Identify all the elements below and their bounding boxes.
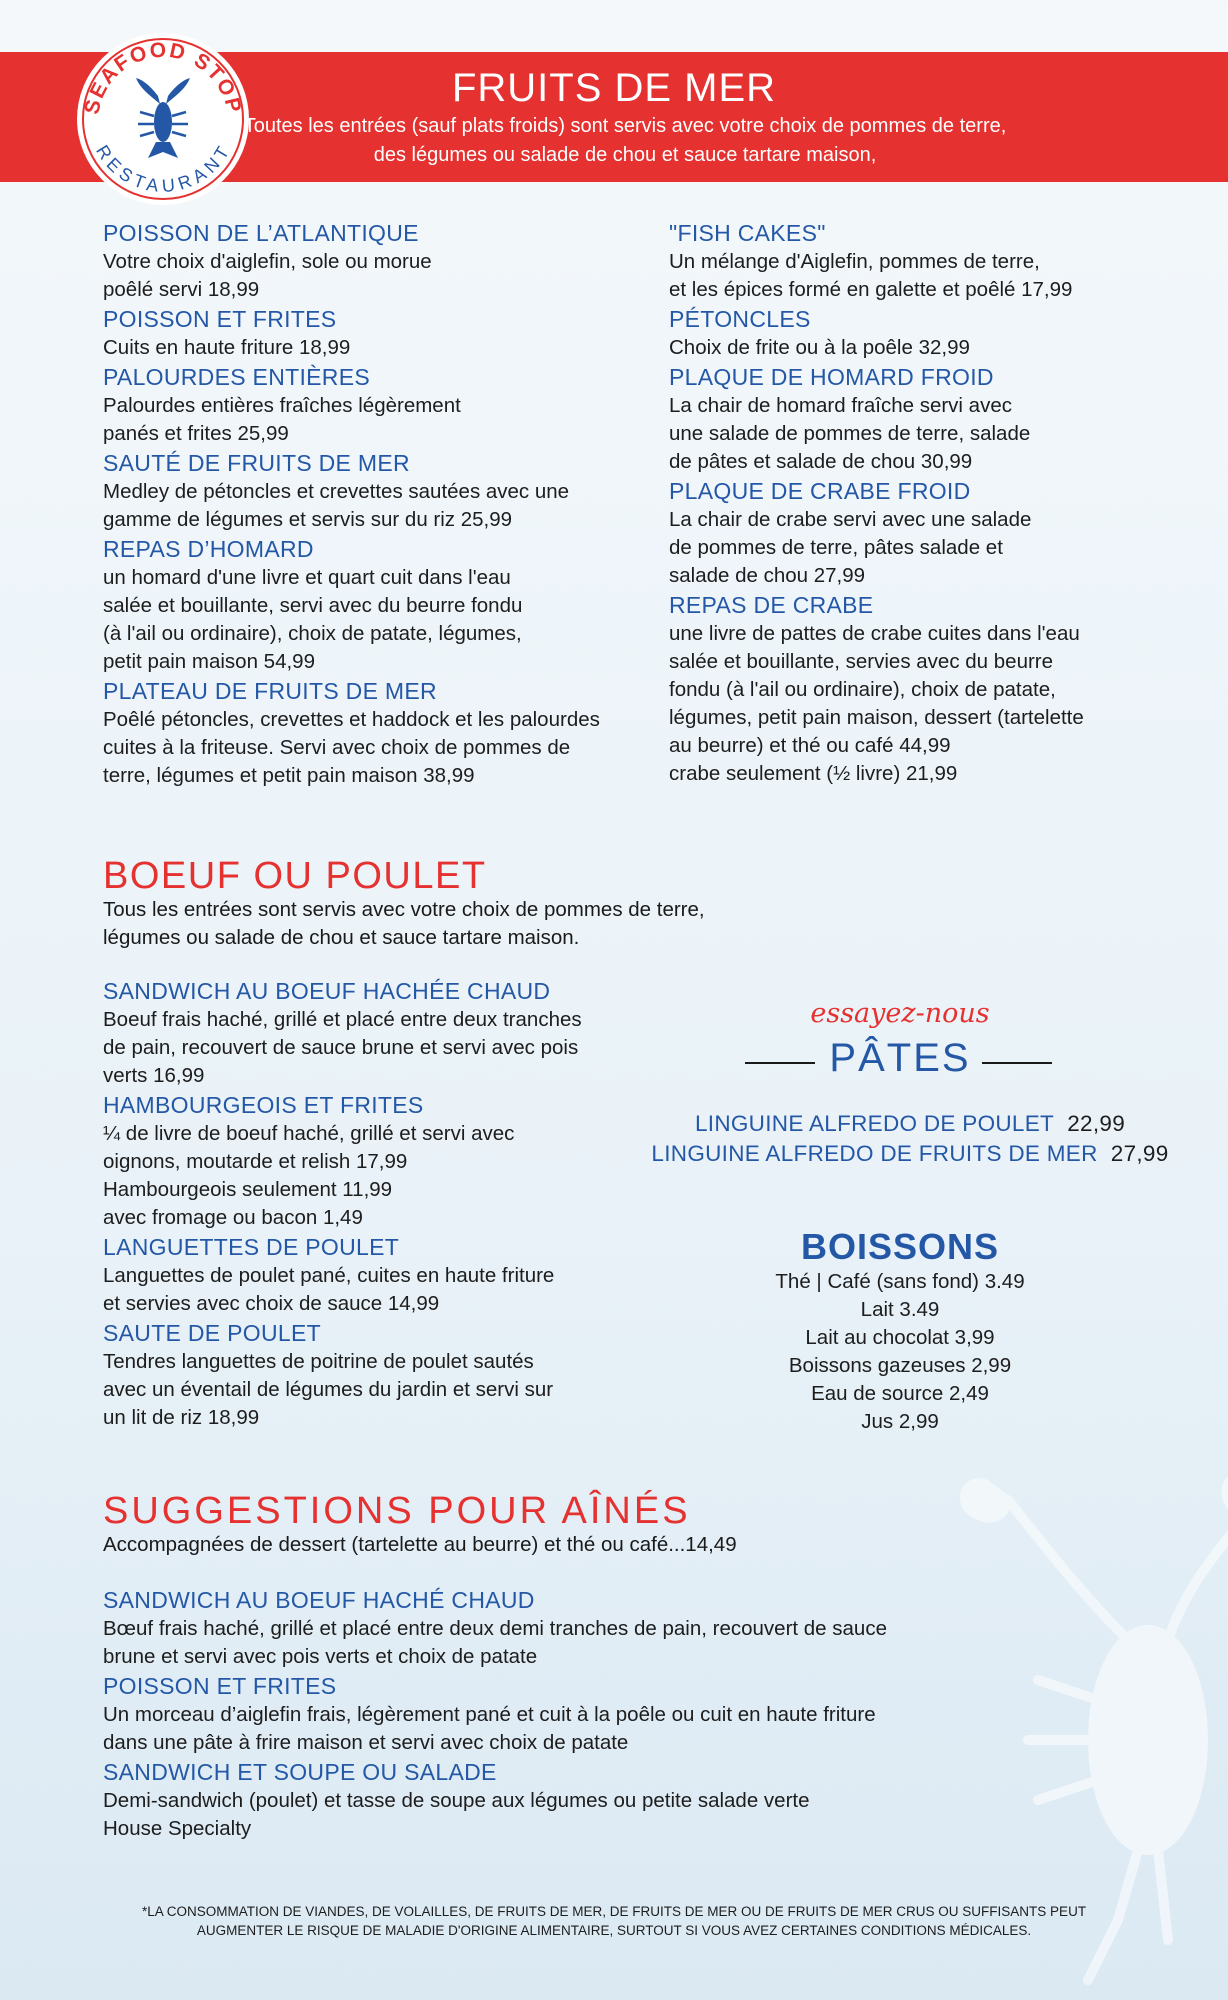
item-desc: House Specialty (103, 1817, 252, 1840)
item-desc: terre, légumes et petit pain maison 38,99 (103, 764, 475, 787)
item-desc: verts 16,99 (103, 1064, 205, 1087)
drink-item: Thé | Café (sans fond) 3.49 (775, 1270, 1025, 1293)
item-name: REPAS D’HOMARD (103, 536, 314, 562)
beef-intro-line: légumes ou salade de chou et sauce tartare maison. (103, 926, 580, 949)
item-desc: salée et bouillante, servi avec du beurre fondu (103, 594, 523, 617)
drink-item: Boissons gazeuses 2,99 (788, 1354, 1012, 1377)
drink-item: Jus 2,99 (861, 1410, 939, 1433)
menu-item (103, 676, 643, 790)
item-desc: La chair de crabe servi avec une salade (669, 508, 1032, 531)
item-desc: et servies avec choix de sauce 14,99 (103, 1292, 440, 1315)
item-name: SANDWICH AU BOEUF HACHÉ CHAUD (103, 1587, 535, 1613)
item-desc: cuites à la friteuse. Servi avec choix de pommes de (103, 736, 571, 759)
item-name: POISSON ET FRITES (103, 1673, 337, 1699)
item-name: POISSON ET FRITES (103, 306, 337, 332)
menu-item (103, 1671, 1003, 1757)
item-name: PLAQUE DE CRABE FROID (669, 478, 971, 504)
section-title-seafood: FRUITS DE MER (451, 66, 777, 110)
item-name: REPAS DE CRABE (669, 592, 874, 618)
item-desc: avec un éventail de légumes du jardin et servi sur (103, 1378, 554, 1401)
menu-item (103, 1757, 1003, 1843)
item-desc: brune et servi avec pois verts et choix de patate (103, 1645, 538, 1668)
drinks-list (720, 1268, 1080, 1436)
item-desc: petit pain maison 54,99 (103, 650, 315, 673)
item-price: 27,99 (1110, 1141, 1169, 1166)
beef-column (103, 976, 663, 1432)
item-name: POISSON DE L’ATLANTIQUE (103, 220, 419, 246)
item-price: 22,99 (1067, 1111, 1126, 1136)
disclaimer-line: *LA CONSOMMATION DE VIANDES, DE VOLAILLES, DE FRUITS DE MER, DE FRUITS DE MER OU DE FRUITS DE MER CRUS OU SUFFISANTS PEUT (141, 1904, 1087, 1919)
menu-item (103, 304, 643, 362)
menu-item (103, 1090, 663, 1232)
item-desc: crabe seulement (½ livre) 21,99 (669, 762, 958, 785)
item-desc: Languettes de poulet pané, cuites en haute friture (103, 1264, 555, 1287)
item-name: LANGUETTES DE POULET (103, 1234, 400, 1260)
item-desc: Poêlé pétoncles, crevettes et haddock et les palourdes (103, 708, 600, 731)
seniors-column (103, 1585, 1003, 1843)
item-desc: une livre de pattes de crabe cuites dans l'eau (669, 622, 1080, 645)
item-desc: Hambourgeois seulement 11,99 (103, 1178, 393, 1201)
item-desc: (à l'ail ou ordinaire), choix de patate, légumes, (103, 622, 522, 645)
item-name: SANDWICH AU BOEUF HACHÉE CHAUD (103, 978, 551, 1004)
pasta-item (640, 1109, 1180, 1139)
item-desc: Un morceau d’aiglefin frais, légèrement pané et cuit à la poêle ou cuit en haute friture (103, 1703, 876, 1726)
item-name: PÉTONCLES (669, 306, 811, 332)
item-desc: poêlé servi 18,99 (103, 278, 260, 301)
item-desc: Medley de pétoncles et crevettes sautées avec une (103, 480, 570, 503)
section-title-beef: BOEUF OU POULET (103, 855, 487, 897)
menu-item (669, 476, 1189, 590)
item-desc: Demi-sandwich (poulet) et tasse de soupe aux légumes ou petite salade verte (103, 1789, 810, 1812)
item-desc: légumes, petit pain maison, dessert (tartelette (669, 706, 1084, 729)
drink-item: Lait 3.49 (860, 1298, 940, 1321)
menu-item (669, 304, 1189, 362)
item-desc: Bœuf frais haché, grillé et placé entre deux demi tranches de pain, recouvert de sauce (103, 1617, 887, 1640)
item-desc: panés et frites 25,99 (103, 422, 289, 445)
drink-item: Lait au chocolat 3,99 (805, 1326, 995, 1349)
item-desc: de pâtes et salade de chou 30,99 (669, 450, 973, 473)
item-desc: salade de chou 27,99 (669, 564, 866, 587)
item-desc: Cuits en haute friture 18,99 (103, 336, 351, 359)
item-name: HAMBOURGEOIS ET FRITES (103, 1092, 424, 1118)
item-desc: fondu (à l'ail ou ordinaire), choix de patate, (669, 678, 1056, 701)
item-desc: une salade de pommes de terre, salade (669, 422, 1031, 445)
beef-intro (103, 896, 803, 952)
menu-item (103, 1318, 663, 1432)
menu-item (103, 362, 643, 448)
menu-item (103, 534, 643, 676)
menu-item (669, 218, 1189, 304)
menu-item (669, 590, 1189, 788)
item-desc: ¼ de livre de boeuf haché, grillé et servi avec (103, 1122, 515, 1145)
seniors-intro: Accompagnées de dessert (tartelette au beurre) et thé ou café...14,49 (103, 1533, 737, 1556)
food-safety-disclaimer (100, 1902, 1128, 1940)
disclaimer-line: AUGMENTER LE RISQUE DE MALADIE D'ORIGINE ALIMENTAIRE, SURTOUT SI VOUS AVEZ CERTAINES CONDITIONS MÉDICALES. (196, 1923, 1032, 1938)
seafood-intro: Toutes les entrées (sauf plats froids) sont servis avec votre choix de pommes de terre, des légumes ou salade de chou et sauce tartare maison, (243, 115, 1007, 166)
logo-bottom-text: RESTAURANT (92, 141, 234, 197)
divider (982, 1062, 1052, 1064)
item-desc: un lit de riz 18,99 (103, 1406, 260, 1429)
item-desc: oignons, moutarde et relish 17,99 (103, 1150, 408, 1173)
item-desc: gamme de légumes et servis sur du riz 25,99 (103, 508, 513, 531)
seafood-right-column (669, 218, 1189, 788)
item-desc: un homard d'une livre et quart cuit dans l'eau (103, 566, 511, 589)
item-desc: Choix de frite ou à la poêle 32,99 (669, 336, 970, 359)
section-title-seniors: SUGGESTIONS POUR AÎNÉS (103, 1490, 691, 1532)
item-desc: La chair de homard fraîche servi avec (669, 394, 1012, 417)
menu-item (103, 1232, 663, 1318)
logo-top-text: SEAFOOD STOP (80, 38, 246, 117)
item-desc: de pain, recouvert de sauce brune et servi avec pois (103, 1036, 579, 1059)
item-name: PLAQUE DE HOMARD FROID (669, 364, 994, 390)
item-desc: au beurre) et thé ou café 44,99 (669, 734, 951, 757)
item-name: PALOURDES ENTIÈRES (103, 364, 370, 390)
item-name: SAUTÉ DE FRUITS DE MER (103, 450, 410, 476)
seafood-stop-logo (74, 30, 252, 208)
item-name: LINGUINE ALFREDO DE FRUITS DE MER (651, 1141, 1098, 1166)
item-desc: salée et bouillante, servies avec du beurre (669, 650, 1054, 673)
item-desc: Votre choix d'aiglefin, sole ou morue (103, 250, 432, 273)
section-title-drinks: BOISSONS (800, 1226, 1000, 1267)
menu-item (669, 362, 1189, 476)
beef-intro-line: Tous les entrées sont servis avec votre choix de pommes de terre, (103, 898, 705, 921)
item-desc: et les épices formé en galette et poêlé 17,99 (669, 278, 1073, 301)
item-name: SAUTE DE POULET (103, 1320, 321, 1346)
item-desc: de pommes de terre, pâtes salade et (669, 536, 1003, 559)
menu-item (103, 1585, 1003, 1671)
item-desc: Un mélange d'Aiglefin, pommes de terre, (669, 250, 1040, 273)
pasta-tagline: essayez-nous (810, 998, 990, 1029)
item-desc: avec fromage ou bacon 1,49 (103, 1206, 363, 1229)
item-name: LINGUINE ALFREDO DE POULET (694, 1111, 1055, 1136)
menu-item (103, 976, 663, 1090)
pasta-list (640, 1109, 1180, 1169)
section-title-pasta: PÂTES (829, 1036, 971, 1080)
menu-item (103, 218, 643, 304)
item-name: PLATEAU DE FRUITS DE MER (103, 678, 437, 704)
item-desc: Palourdes entières fraîches légèrement (103, 394, 461, 417)
drink-item: Eau de source 2,49 (811, 1382, 989, 1405)
item-name: SANDWICH ET SOUPE OU SALADE (103, 1759, 497, 1785)
menu-item (103, 448, 643, 534)
pasta-item (640, 1139, 1180, 1169)
seafood-left-column (103, 218, 643, 790)
item-desc: Boeuf frais haché, grillé et placé entre deux tranches (103, 1008, 582, 1031)
item-desc: dans une pâte à frire maison et servi avec choix de patate (103, 1731, 629, 1754)
item-desc: Tendres languettes de poitrine de poulet sautés (103, 1350, 534, 1373)
item-name: "FISH CAKES" (669, 220, 826, 246)
